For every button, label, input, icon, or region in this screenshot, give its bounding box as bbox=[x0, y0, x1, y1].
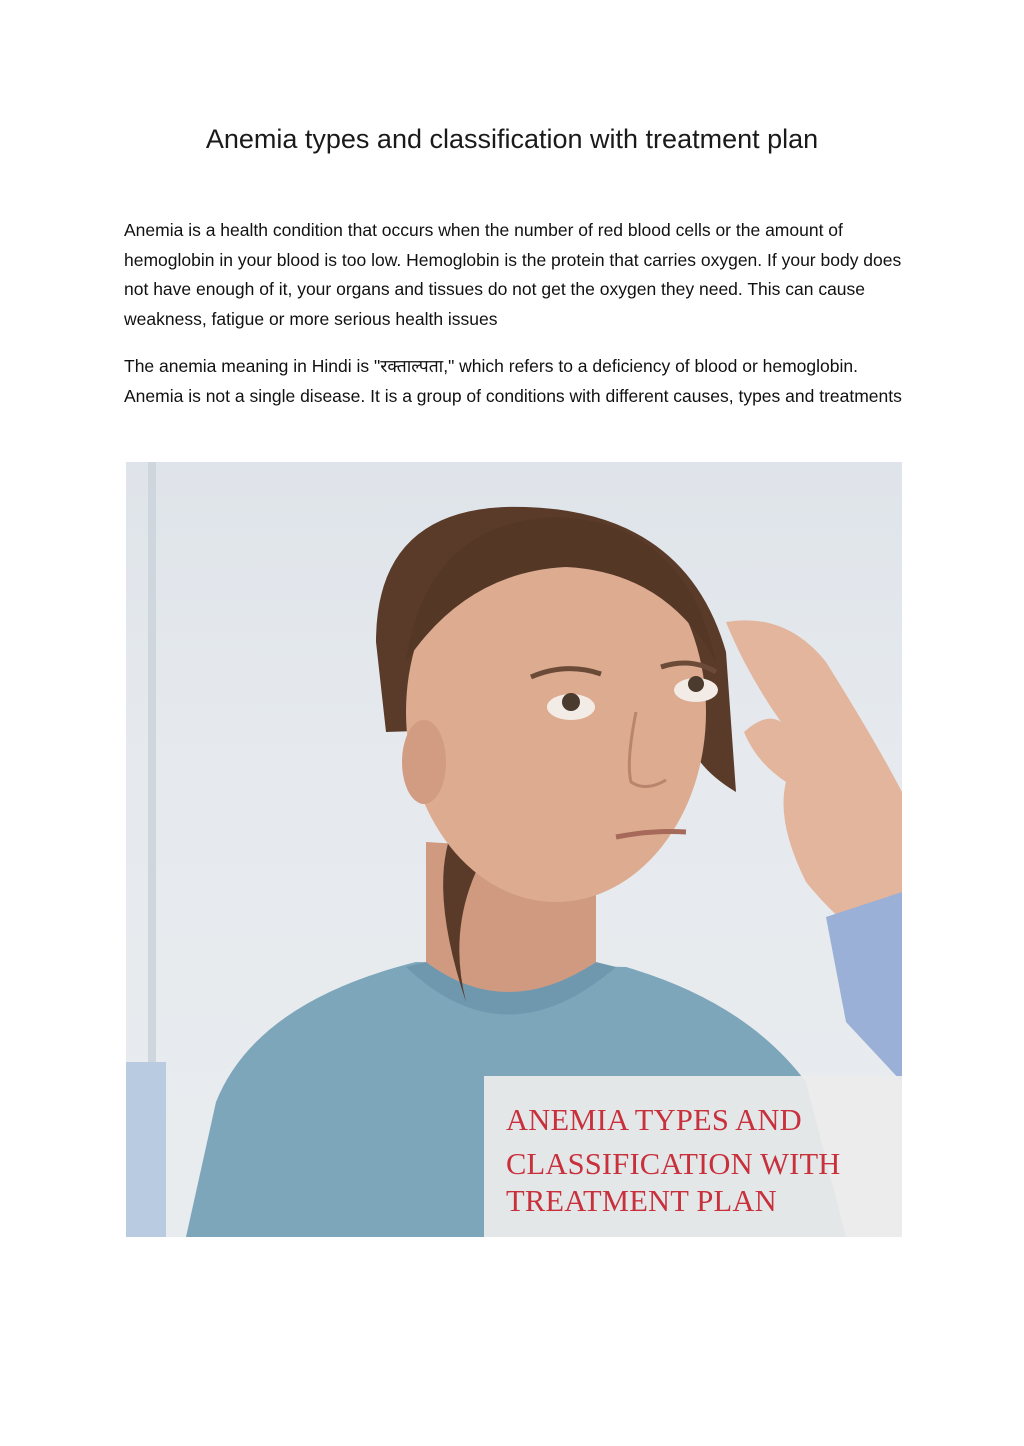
article-photo bbox=[126, 462, 902, 1237]
wall-panel bbox=[126, 1062, 166, 1237]
examiner-sleeve bbox=[826, 892, 902, 1082]
banner-line-1: ANEMIA TYPES AND bbox=[506, 1103, 802, 1137]
pupil-left bbox=[562, 693, 580, 711]
headline-banner bbox=[484, 1076, 902, 1237]
ear bbox=[402, 720, 446, 804]
document-title: Anemia types and classification with treatment plan bbox=[205, 124, 819, 154]
intro-paragraph: Anemia is a health condition that occurs when the number of red blood cells or the amount of hemoglobin in your blood is too low. Hemoglobin is the protein that carries oxygen. If your body does not have enough of it, your organs and tissues do not get the oxygen they need. This can cause weakness, fatigue or more serious health issues bbox=[124, 220, 902, 329]
banner-line-3: TREATMENT PLAN bbox=[506, 1184, 777, 1218]
hindi-meaning-paragraph: The anemia meaning in Hindi is "रक्ताल्पता," which refers to a deficiency of blood or hemoglobin. Anemia is not a single disease. It is a group of conditions with different causes, types and treatments bbox=[124, 356, 902, 406]
pupil-right bbox=[688, 676, 704, 692]
banner-line-2: CLASSIFICATION WITH bbox=[506, 1147, 841, 1181]
